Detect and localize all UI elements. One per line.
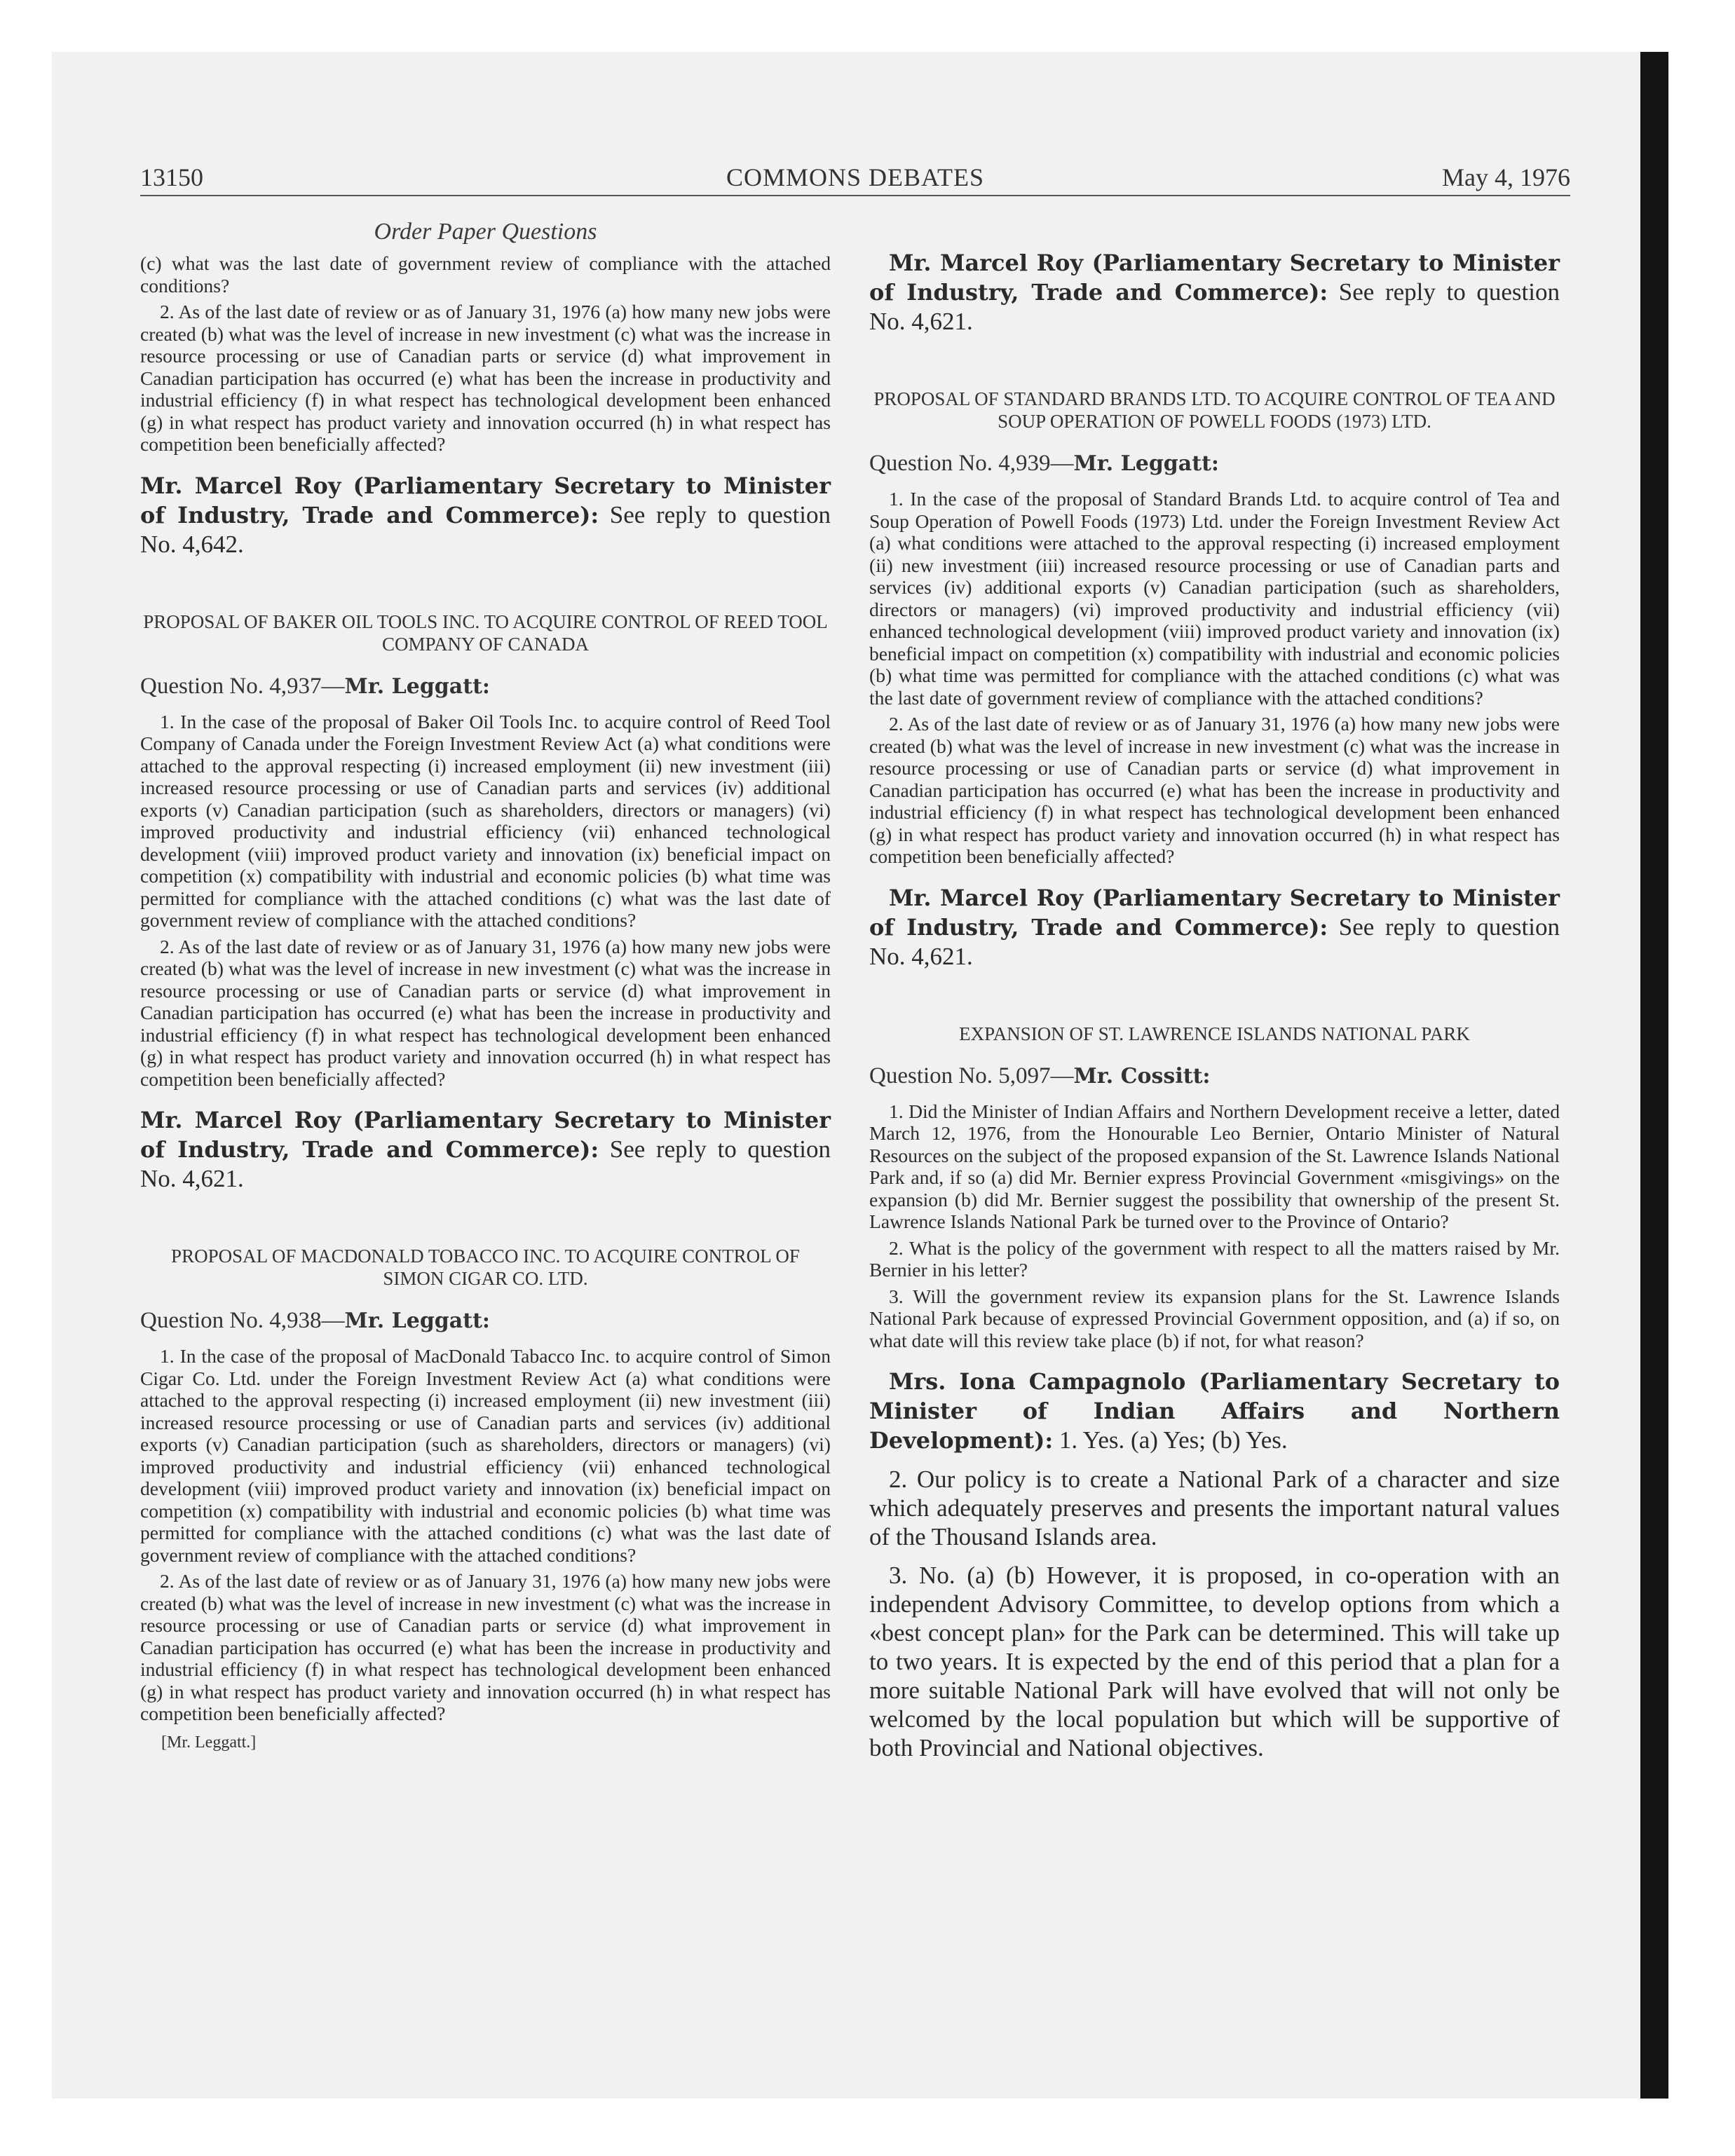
answer-speaker: Mr. Marcel Roy (Parliamentary Secretary to Minister of Industry, Trade and Commerce): xyxy=(869,250,1560,306)
question-part-2: 2. What is the policy of the government with respect to all the matters raised by Mr. Bernier in his letter? xyxy=(869,1236,1560,1281)
issue-date: May 4, 1976 xyxy=(1442,163,1570,191)
running-header xyxy=(140,163,1570,195)
question-number: Question No. 4,939— xyxy=(869,451,1074,476)
answer-reply xyxy=(869,883,1560,971)
question-part-2: 2. As of the last date of review or as of January 31, 1976 (a) how many new jobs were created (b) what was the level of increase in new investment (c) what was the increase in resource processing or use of Canadian parts or service (d) what improvement in Canadian participation has occurred (e) what has been the increase in productivity and industrial efficiency (f) in what respect has technological development been enhanced (g) in what respect has product variety and innovation occurred (h) in what respect has competition been beneficially affected? xyxy=(140,301,831,455)
page-number: 13150 xyxy=(140,163,203,191)
question-part-2: 2. As of the last date of review or as of January 31, 1976 (a) how many new jobs were created (b) what was the level of increase in new investment (c) what was the increase in resource processing or use of Canadian parts or service (d) what improvement in Canadian participation has occurred (e) what has been the increase in productivity and industrial efficiency (f) in what respect has technological development been enhanced (g) in what respect has product variety and innovation occurred (h) in what respect has competition been beneficially affected? xyxy=(140,935,831,1090)
answer-text: 1. Yes. (a) Yes; (b) Yes. xyxy=(1053,1426,1288,1454)
question-member: Mr. Leggatt: xyxy=(344,1309,491,1333)
question-heading xyxy=(869,1063,1560,1089)
answer-part-2: 2. Our policy is to create a National Park of a character and size which adequately preserves and presents the important natural values of the Thousand Islands area. xyxy=(869,1466,1560,1550)
question-heading xyxy=(869,451,1560,477)
section-heading: PROPOSAL OF STANDARD BRANDS LTD. TO ACQUIRE CONTROL OF TEA AND SOUP OPERATION OF POWELL FOODS (1973) LTD. xyxy=(873,388,1556,432)
section-subhead: Order Paper Questions xyxy=(374,219,597,245)
question-part-1: 1. In the case of the proposal of Standard Brands Ltd. to acquire control of Tea and Soup Operation of Powell Foods (1973) Ltd. under the Foreign Investment Review Act (a) what conditions were attached to the approval respecting (i) increased employment (ii) new investment (iii) increased resource processing or use of Canadian parts and services (iv) additional exports (v) Canadian participation (such as shareholders, directors or managers) (vi) improved productivity and industrial efficiency (vii) enhanced technological development (viii) improved product variety and innovation (ix) beneficial impact on competition (x) compatibility with industrial and economic policies (b) what time was permitted for compliance with the attached conditions (c) what was the last date of government review of compliance with the attached conditions? xyxy=(869,488,1560,709)
right-column xyxy=(869,203,1560,1762)
answer-part-3: 3. No. (a) (b) However, it is proposed, in co-operation with an independent Advisory Committee, to develop options from which a «best concept plan» for the Park can be determined. This will take up to two years. It is expected by the end of this period that a plan for a more suitable National Park will have evolved that will not only be welcomed by the local population but which will be supportive of both Provincial and National objectives. xyxy=(869,1562,1560,1761)
question-part-2: 2. As of the last date of review or as of January 31, 1976 (a) how many new jobs were created (b) what was the level of increase in new investment (c) what was the increase in resource processing or use of Canadian parts or service (d) what improvement in Canadian participation has occurred (e) what has been the increase in productivity and industrial efficiency (f) in what respect has technological development been enhanced (g) in what respect has product variety and innovation occurred (h) in what respect has competition been beneficially affected? xyxy=(869,713,1560,867)
answer-reply xyxy=(140,1105,831,1193)
question-part-3: 3. Will the government review its expansion plans for the St. Lawrence Islands National Park because of expressed Provincial Government opposition, and (a) if so, on what date will this review take place (b) if not, for what reason? xyxy=(869,1285,1560,1351)
question-number: Question No. 4,938— xyxy=(140,1308,345,1333)
answer-reply xyxy=(869,1367,1560,1455)
section-heading: PROPOSAL OF BAKER OIL TOOLS INC. TO ACQUIRE CONTROL OF REED TOOL COMPANY OF CANADA xyxy=(143,610,828,655)
answer-text: See reply to question No. 4,621. xyxy=(869,278,1560,335)
question-heading xyxy=(140,1308,831,1334)
answer-speaker: Mr. Marcel Roy (Parliamentary Secretary to Minister of Industry, Trade and Commerce): xyxy=(140,1107,831,1163)
answer-speaker: Mr. Marcel Roy (Parliamentary Secretary to Minister of Industry, Trade and Commerce): xyxy=(869,884,1560,941)
question-part-1: 1. In the case of the proposal of Baker Oil Tools Inc. to acquire control of Reed Tool Company of Canada under the Foreign Investment Review Act (a) what conditions were attached to the approval respecting (i) increased employment (ii) new investment (iii) increased resource processing or use of Canadian parts and services (iv) additional exports (v) Canadian participation (such as shareholders, directors or managers) (vi) improved productivity and industrial efficiency (vii) enhanced technological development (viii) improved product variety and innovation (ix) beneficial impact on competition (x) compatibility with industrial and economic policies (b) what time was permitted for compliance with the attached conditions (c) what was the last date of government review of compliance with the attached conditions? xyxy=(140,710,831,931)
question-part-1: 1. In the case of the proposal of MacDonald Tabacco Inc. to acquire control of Simon Cigar Co. Ltd. under the Foreign Investment Review Act (a) what conditions were attached to the approval respecting (i) increased employment (ii) new investment (iii) increased resource processing or use of Canadian parts and services (iv) additional exports (v) Canadian participation (such as shareholders, directors or managers) (vi) improved productivity and industrial efficiency (vii) enhanced technological development (viii) improved product variety and innovation (ix) beneficial impact on competition (x) compatibility with industrial and economic policies (b) what time was permitted for compliance with the attached conditions (c) what was the last date of government review of compliance with the attached conditions? xyxy=(140,1345,831,1566)
answer-text: See reply to question No. 4,621. xyxy=(869,913,1560,970)
question-part-2: 2. As of the last date of review or as of January 31, 1976 (a) how many new jobs were created (b) what was the level of increase in new investment (c) what was the increase in resource processing or use of Canadian parts or service (d) what improvement in Canadian participation has occurred (e) what has been the increase in productivity and industrial efficiency (f) in what respect has technological development been enhanced (g) in what respect has product variety and innovation occurred (h) in what respect has competition been beneficially affected? xyxy=(140,1570,831,1724)
section-heading: PROPOSAL OF MACDONALD TOBACCO INC. TO ACQUIRE CONTROL OF SIMON CIGAR CO. LTD. xyxy=(171,1246,800,1289)
member-signature: [Mr. Leggatt.] xyxy=(161,1733,257,1752)
answer-speaker: Mr. Marcel Roy (Parliamentary Secretary to Minister of Industry, Trade and Commerce): xyxy=(140,472,831,528)
answer-reply xyxy=(869,248,1560,336)
question-part-1: 1. Did the Minister of Indian Affairs and Northern Development receive a letter, dated March 12, 1976, from the Honourable Leo Bernier, Ontario Minister of Natural Resources on the subject of the proposed expansion of the St. Lawrence Islands National Park and, if so (a) did Mr. Bernier express Provincial Government «misgivings» on the expansion (b) did Mr. Bernier suggest the possibility that ownership of the present St. Lawrence Islands National Park be turned over to the Province of Ontario? xyxy=(869,1100,1560,1232)
answer-text: See reply to question No. 4,621. xyxy=(140,1135,831,1192)
publication-title: COMMONS DEBATES xyxy=(726,163,985,191)
answer-speaker: Mrs. Iona Campagnolo (Parliamentary Secretary to Minister of Indian Affairs and Northern Development): xyxy=(869,1368,1560,1454)
section-heading: EXPANSION OF ST. LAWRENCE ISLANDS NATIONAL PARK xyxy=(959,1023,1470,1044)
question-number: Question No. 4,937— xyxy=(140,673,345,699)
scan-edge-shadow xyxy=(1640,52,1668,2099)
header-rule xyxy=(140,195,1570,196)
question-member: Mr. Leggatt: xyxy=(1073,451,1220,476)
question-heading xyxy=(140,674,831,700)
question-member: Mr. Leggatt: xyxy=(344,674,491,699)
question-number: Question No. 5,097— xyxy=(869,1063,1074,1089)
answer-reply xyxy=(140,471,831,559)
left-column xyxy=(140,203,831,1752)
answer-text: See reply to question No. 4,642. xyxy=(140,500,831,558)
question-member: Mr. Cossitt: xyxy=(1073,1063,1211,1089)
question-part-c: (c) what was the last date of government review of compliance with the attached conditions? xyxy=(140,252,831,296)
